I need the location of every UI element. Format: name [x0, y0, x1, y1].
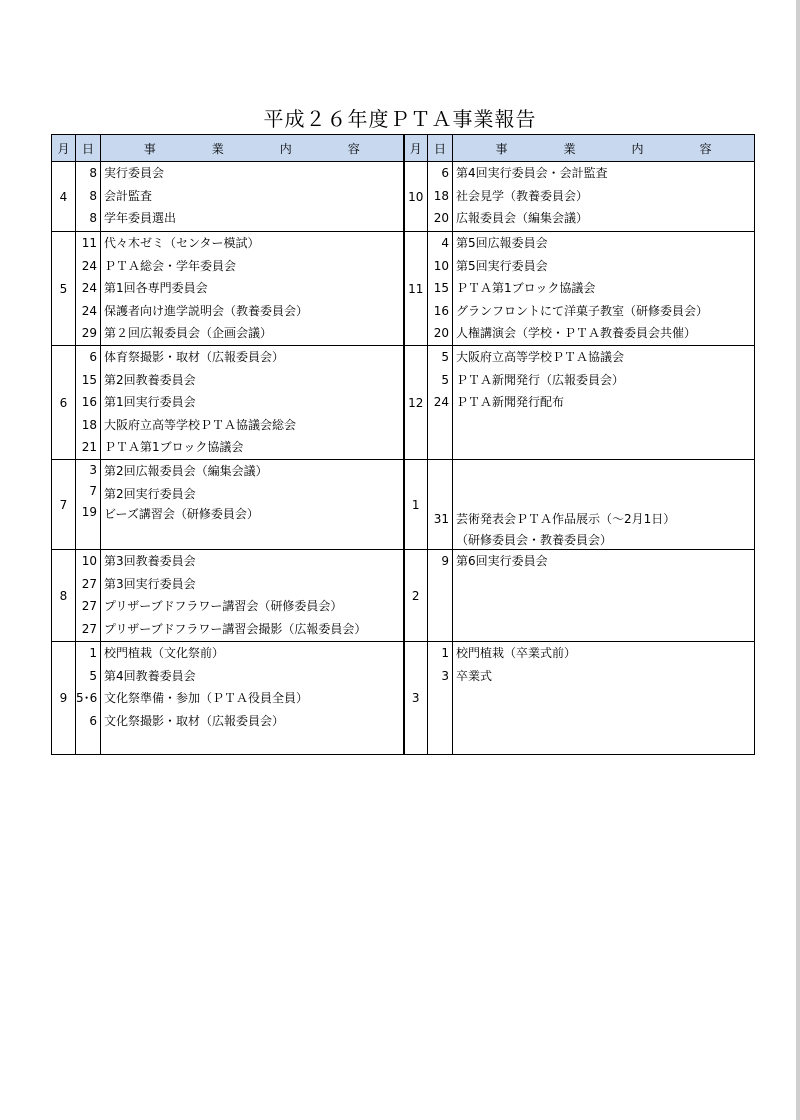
content-cell: 第2回広報委員会（編集会議） 第2回実行委員会 ビーズ講習会（研修委員会）: [101, 460, 404, 550]
content-cell: 体育祭撮影・取材（広報委員会） 第2回教養委員会 第1回実行委員会 大阪府立高等学校ＰＴＡ協議会総会 ＰＴＡ第1ブロック協議会: [101, 346, 404, 460]
content-cell: 実行委員会 会計監査 学年委員選出: [101, 162, 404, 232]
month-cell: 1: [404, 460, 428, 550]
day-cell: 1 5 5･6 6: [76, 642, 101, 755]
day-cell: 10 27 27 27: [76, 550, 101, 642]
report-table: [51, 134, 755, 755]
content-cell: 芸術発表会ＰＴＡ作品展示（～2月1日） （研修委員会・教養委員会）: [453, 460, 755, 550]
day-cell: 6 18 20: [428, 162, 453, 232]
header-content-left: 事 業 内 容: [101, 135, 404, 162]
content-cell: 校門植栽（文化祭前） 第4回教養委員会 文化祭準備・参加（ＰＴＡ役員全員） 文化祭撮影・取材（広報委員会）: [101, 642, 404, 755]
block-row: [52, 232, 755, 346]
content-cell: 校門植栽（卒業式前） 卒業式: [453, 642, 755, 755]
header-day-right: 日: [428, 135, 453, 162]
day-cell: 11 24 24 24 29: [76, 232, 101, 346]
block-row: [52, 162, 755, 232]
content-cell: 第5回広報委員会 第5回実行委員会 ＰＴＡ第1ブロック協議会 グランフロントにて洋菓子教室（研修委員会） 人権講演会（学校・ＰＴＡ教養委員会共催）: [453, 232, 755, 346]
block-row: [52, 550, 755, 642]
month-cell: 5: [52, 232, 76, 346]
month-cell: 3: [404, 642, 428, 755]
block-row: [52, 346, 755, 460]
header-row: [52, 135, 755, 162]
month-cell: 4: [52, 162, 76, 232]
scrollbar[interactable]: [796, 0, 800, 1120]
day-cell: 1 3: [428, 642, 453, 755]
day-cell: 5 5 24: [428, 346, 453, 460]
day-cell: 6 15 16 18 21: [76, 346, 101, 460]
content-cell: 第4回実行委員会・会計監査 社会見学（教養委員会） 広報委員会（編集会議）: [453, 162, 755, 232]
day-cell: 9: [428, 550, 453, 642]
month-cell: 9: [52, 642, 76, 755]
month-cell: 2: [404, 550, 428, 642]
month-cell: 11: [404, 232, 428, 346]
page-title: 平成２６年度ＰＴＡ事業報告: [263, 107, 537, 131]
day-cell: 31: [428, 460, 453, 550]
block-row: [52, 642, 755, 755]
header-month-right: 月: [404, 135, 428, 162]
header-month-left: 月: [52, 135, 76, 162]
month-cell: 10: [404, 162, 428, 232]
header-day-left: 日: [76, 135, 101, 162]
content-cell: 代々木ゼミ（センター模試） ＰＴＡ総会・学年委員会 第1回各専門委員会 保護者向け進学説明会（教養委員会） 第２回広報委員会（企画会議）: [101, 232, 404, 346]
block-row: [52, 460, 755, 550]
day-cell: 3 7 19: [76, 460, 101, 550]
month-cell: 6: [52, 346, 76, 460]
month-cell: 8: [52, 550, 76, 642]
day-cell: 8 8 8: [76, 162, 101, 232]
content-cell: 第3回教養委員会 第3回実行委員会 プリザーブドフラワー講習会（研修委員会） プリザーブドフラワー講習会撮影（広報委員会）: [101, 550, 404, 642]
header-content-right: 事 業 内 容: [453, 135, 755, 162]
month-cell: 12: [404, 346, 428, 460]
content-cell: 大阪府立高等学校ＰＴＡ協議会 ＰＴＡ新聞発行（広報委員会） ＰＴＡ新聞発行配布: [453, 346, 755, 460]
content-cell: 第6回実行委員会: [453, 550, 755, 642]
month-cell: 7: [52, 460, 76, 550]
day-cell: 4 10 15 16 20: [428, 232, 453, 346]
